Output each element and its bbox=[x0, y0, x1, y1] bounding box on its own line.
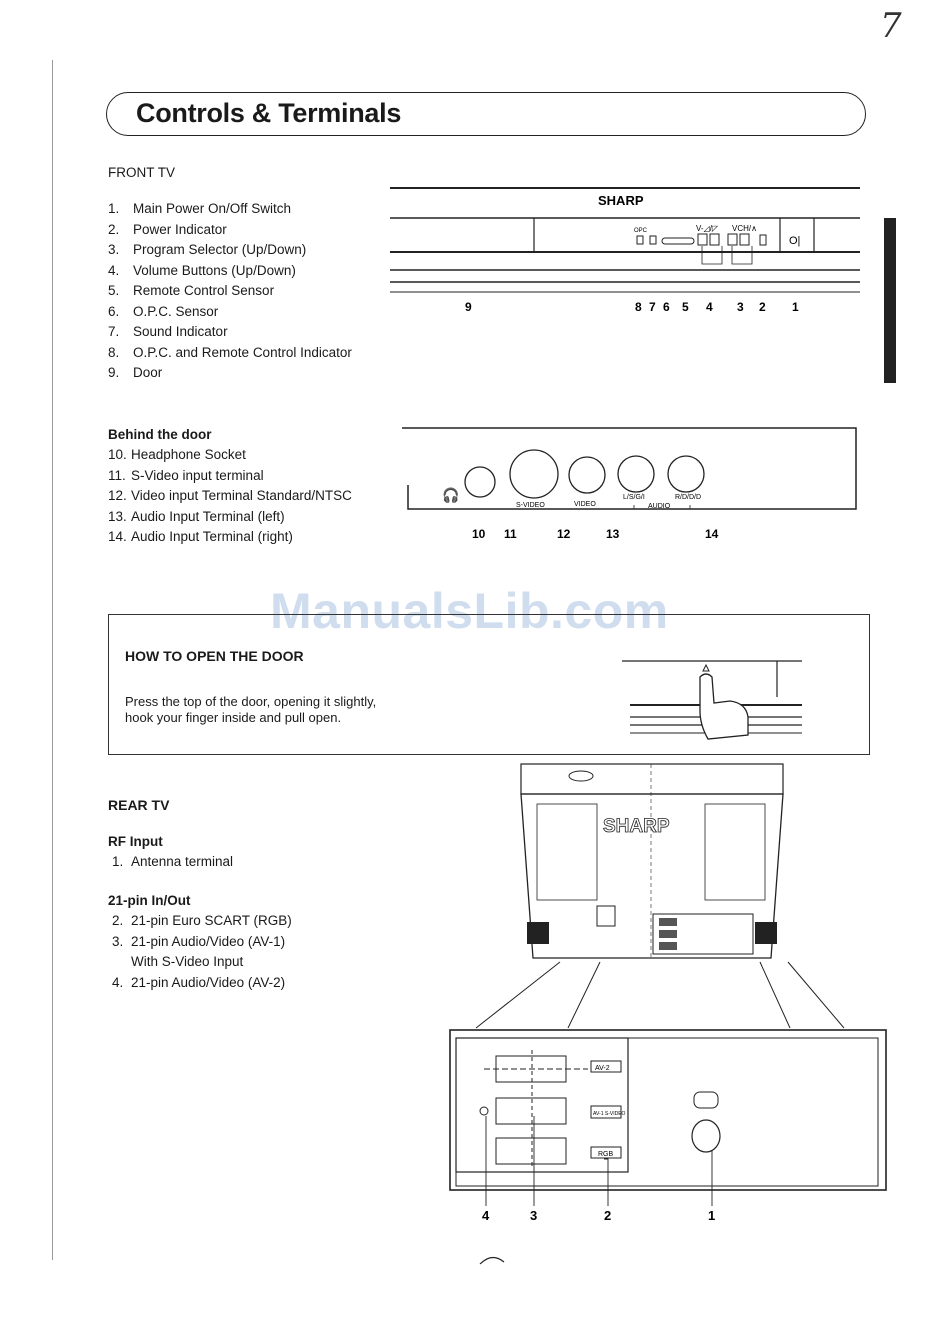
front-tv-diagram bbox=[388, 180, 868, 320]
rf-input-heading: RF Input bbox=[108, 834, 163, 849]
list-item: 3. 21-pin Audio/Video (AV-1) bbox=[112, 933, 286, 949]
channel-up-button bbox=[740, 234, 749, 245]
rf-input-list bbox=[112, 852, 233, 873]
callout-3: 3 bbox=[737, 300, 744, 314]
antenna-socket-icon bbox=[694, 1092, 718, 1108]
pin-inout-list bbox=[112, 911, 292, 993]
list-item: 1. Antenna terminal bbox=[112, 854, 234, 869]
volume-label: V-◿/◸ bbox=[696, 224, 719, 233]
list-item: 12. Video input Terminal Standard/NTSC bbox=[108, 488, 352, 503]
list-item: 7. Sound Indicator bbox=[108, 324, 228, 339]
callout-8: 8 bbox=[635, 300, 642, 314]
instruction-line: hook your finger inside and pull open. bbox=[125, 710, 342, 725]
main-power-switch-icon: O| bbox=[789, 235, 801, 247]
list-item: 9. Door bbox=[108, 365, 163, 380]
av2-label: AV-2 bbox=[595, 1065, 610, 1072]
callout-9: 9 bbox=[465, 300, 472, 314]
remote-sensor-icon bbox=[662, 238, 694, 244]
scan-mark bbox=[478, 1252, 508, 1266]
antenna-terminal-icon bbox=[597, 906, 615, 926]
headphone-icon: 🎧 bbox=[442, 487, 460, 503]
list-item: 10. Headphone Socket bbox=[108, 447, 246, 462]
av1-label: AV-1 S-VIDEO bbox=[593, 1111, 626, 1117]
audio-label: AUDIO bbox=[648, 503, 671, 510]
opc-indicator-icon bbox=[637, 236, 643, 244]
instruction-line: Press the top of the door, opening it slightly, bbox=[125, 694, 377, 709]
callout-1: 1 bbox=[792, 300, 799, 314]
audio-left-label: L/S/G/I bbox=[623, 494, 645, 501]
svideo-label: S-VIDEO bbox=[516, 502, 545, 509]
how-to-open-text bbox=[125, 694, 376, 726]
audio-right-socket bbox=[668, 456, 704, 492]
channel-down-button bbox=[728, 234, 737, 245]
how-to-open-heading: HOW TO OPEN THE DOOR bbox=[125, 648, 304, 664]
rear-tv-diagram bbox=[515, 758, 790, 970]
video-label: VIDEO bbox=[574, 501, 596, 508]
list-item: 3. Program Selector (Up/Down) bbox=[108, 242, 307, 257]
power-indicator-icon bbox=[760, 235, 766, 245]
rgb-scart-connector bbox=[496, 1138, 566, 1164]
svideo-socket bbox=[510, 450, 558, 498]
callout-6: 6 bbox=[663, 300, 670, 314]
headphone-socket bbox=[465, 467, 495, 497]
callout-1: 1 bbox=[708, 1208, 716, 1223]
callout-4: 4 bbox=[482, 1208, 490, 1223]
av1-scart-connector bbox=[496, 1098, 566, 1124]
pin-inout-heading: 21-pin In/Out bbox=[108, 893, 191, 908]
front-tv-heading: FRONT TV bbox=[108, 165, 176, 180]
list-item: 11. S-Video input terminal bbox=[108, 467, 264, 483]
callout-3: 3 bbox=[530, 1208, 538, 1223]
callout-4: 4 bbox=[706, 300, 713, 314]
finger-hand-icon bbox=[700, 674, 748, 739]
callout-14: 14 bbox=[705, 527, 719, 541]
callout-10: 10 bbox=[472, 527, 486, 541]
behind-door-diagram bbox=[400, 425, 860, 547]
page-title: Controls & Terminals bbox=[136, 98, 402, 128]
opc-label: OPC bbox=[634, 228, 648, 234]
callout-2: 2 bbox=[759, 300, 766, 314]
audio-left-socket bbox=[618, 456, 654, 492]
list-item: 13. Audio Input Terminal (left) bbox=[108, 508, 285, 524]
list-item: With S-Video Input bbox=[131, 954, 244, 969]
scan-margin-line bbox=[52, 60, 53, 1260]
list-item: 2. 21-pin Euro SCART (RGB) bbox=[112, 913, 292, 928]
callout-2: 2 bbox=[604, 1208, 612, 1223]
channel-label: VCH/∧ bbox=[732, 224, 757, 233]
volume-down-button bbox=[698, 234, 707, 245]
section-tab-marker bbox=[884, 218, 896, 383]
list-item: 8. O.P.C. and Remote Control Indicator bbox=[108, 344, 352, 360]
volume-up-button bbox=[710, 234, 719, 245]
zoom-lines bbox=[470, 960, 860, 1032]
front-brand-label: SHARP bbox=[598, 193, 644, 208]
callout-13: 13 bbox=[606, 527, 620, 541]
front-tv-list bbox=[108, 199, 352, 384]
list-item: 4. Volume Buttons (Up/Down) bbox=[108, 262, 296, 278]
callout-11: 11 bbox=[504, 527, 517, 541]
list-item: 14. Audio Input Terminal (right) bbox=[108, 529, 293, 544]
antenna-terminal bbox=[692, 1120, 720, 1152]
callout-5: 5 bbox=[682, 300, 689, 314]
sound-indicator-icon bbox=[650, 236, 656, 244]
list-item: 4. 21-pin Audio/Video (AV-2) bbox=[112, 974, 286, 990]
list-item: 6. O.P.C. Sensor bbox=[108, 303, 219, 319]
rear-brand-label: SHARP bbox=[603, 816, 670, 837]
behind-door-list bbox=[108, 445, 352, 548]
page-number: 7 bbox=[880, 6, 902, 46]
rgb-label: RGB bbox=[598, 1151, 614, 1158]
callout-7: 7 bbox=[649, 300, 656, 314]
video-socket bbox=[569, 457, 605, 493]
callout-12: 12 bbox=[557, 527, 571, 541]
audio-right-label: R/D/D/D bbox=[675, 494, 702, 501]
watermark: ManualsLib.com bbox=[270, 583, 669, 639]
rear-tv-heading: REAR TV bbox=[108, 797, 170, 813]
behind-door-heading: Behind the door bbox=[108, 427, 212, 442]
list-item: 5. Remote Control Sensor bbox=[108, 283, 275, 298]
door-open-illustration bbox=[620, 655, 805, 745]
list-item: 2. Power Indicator bbox=[108, 221, 227, 237]
list-item: 1. Main Power On/Off Switch bbox=[108, 201, 292, 216]
rear-panel-detail bbox=[448, 1028, 890, 1228]
